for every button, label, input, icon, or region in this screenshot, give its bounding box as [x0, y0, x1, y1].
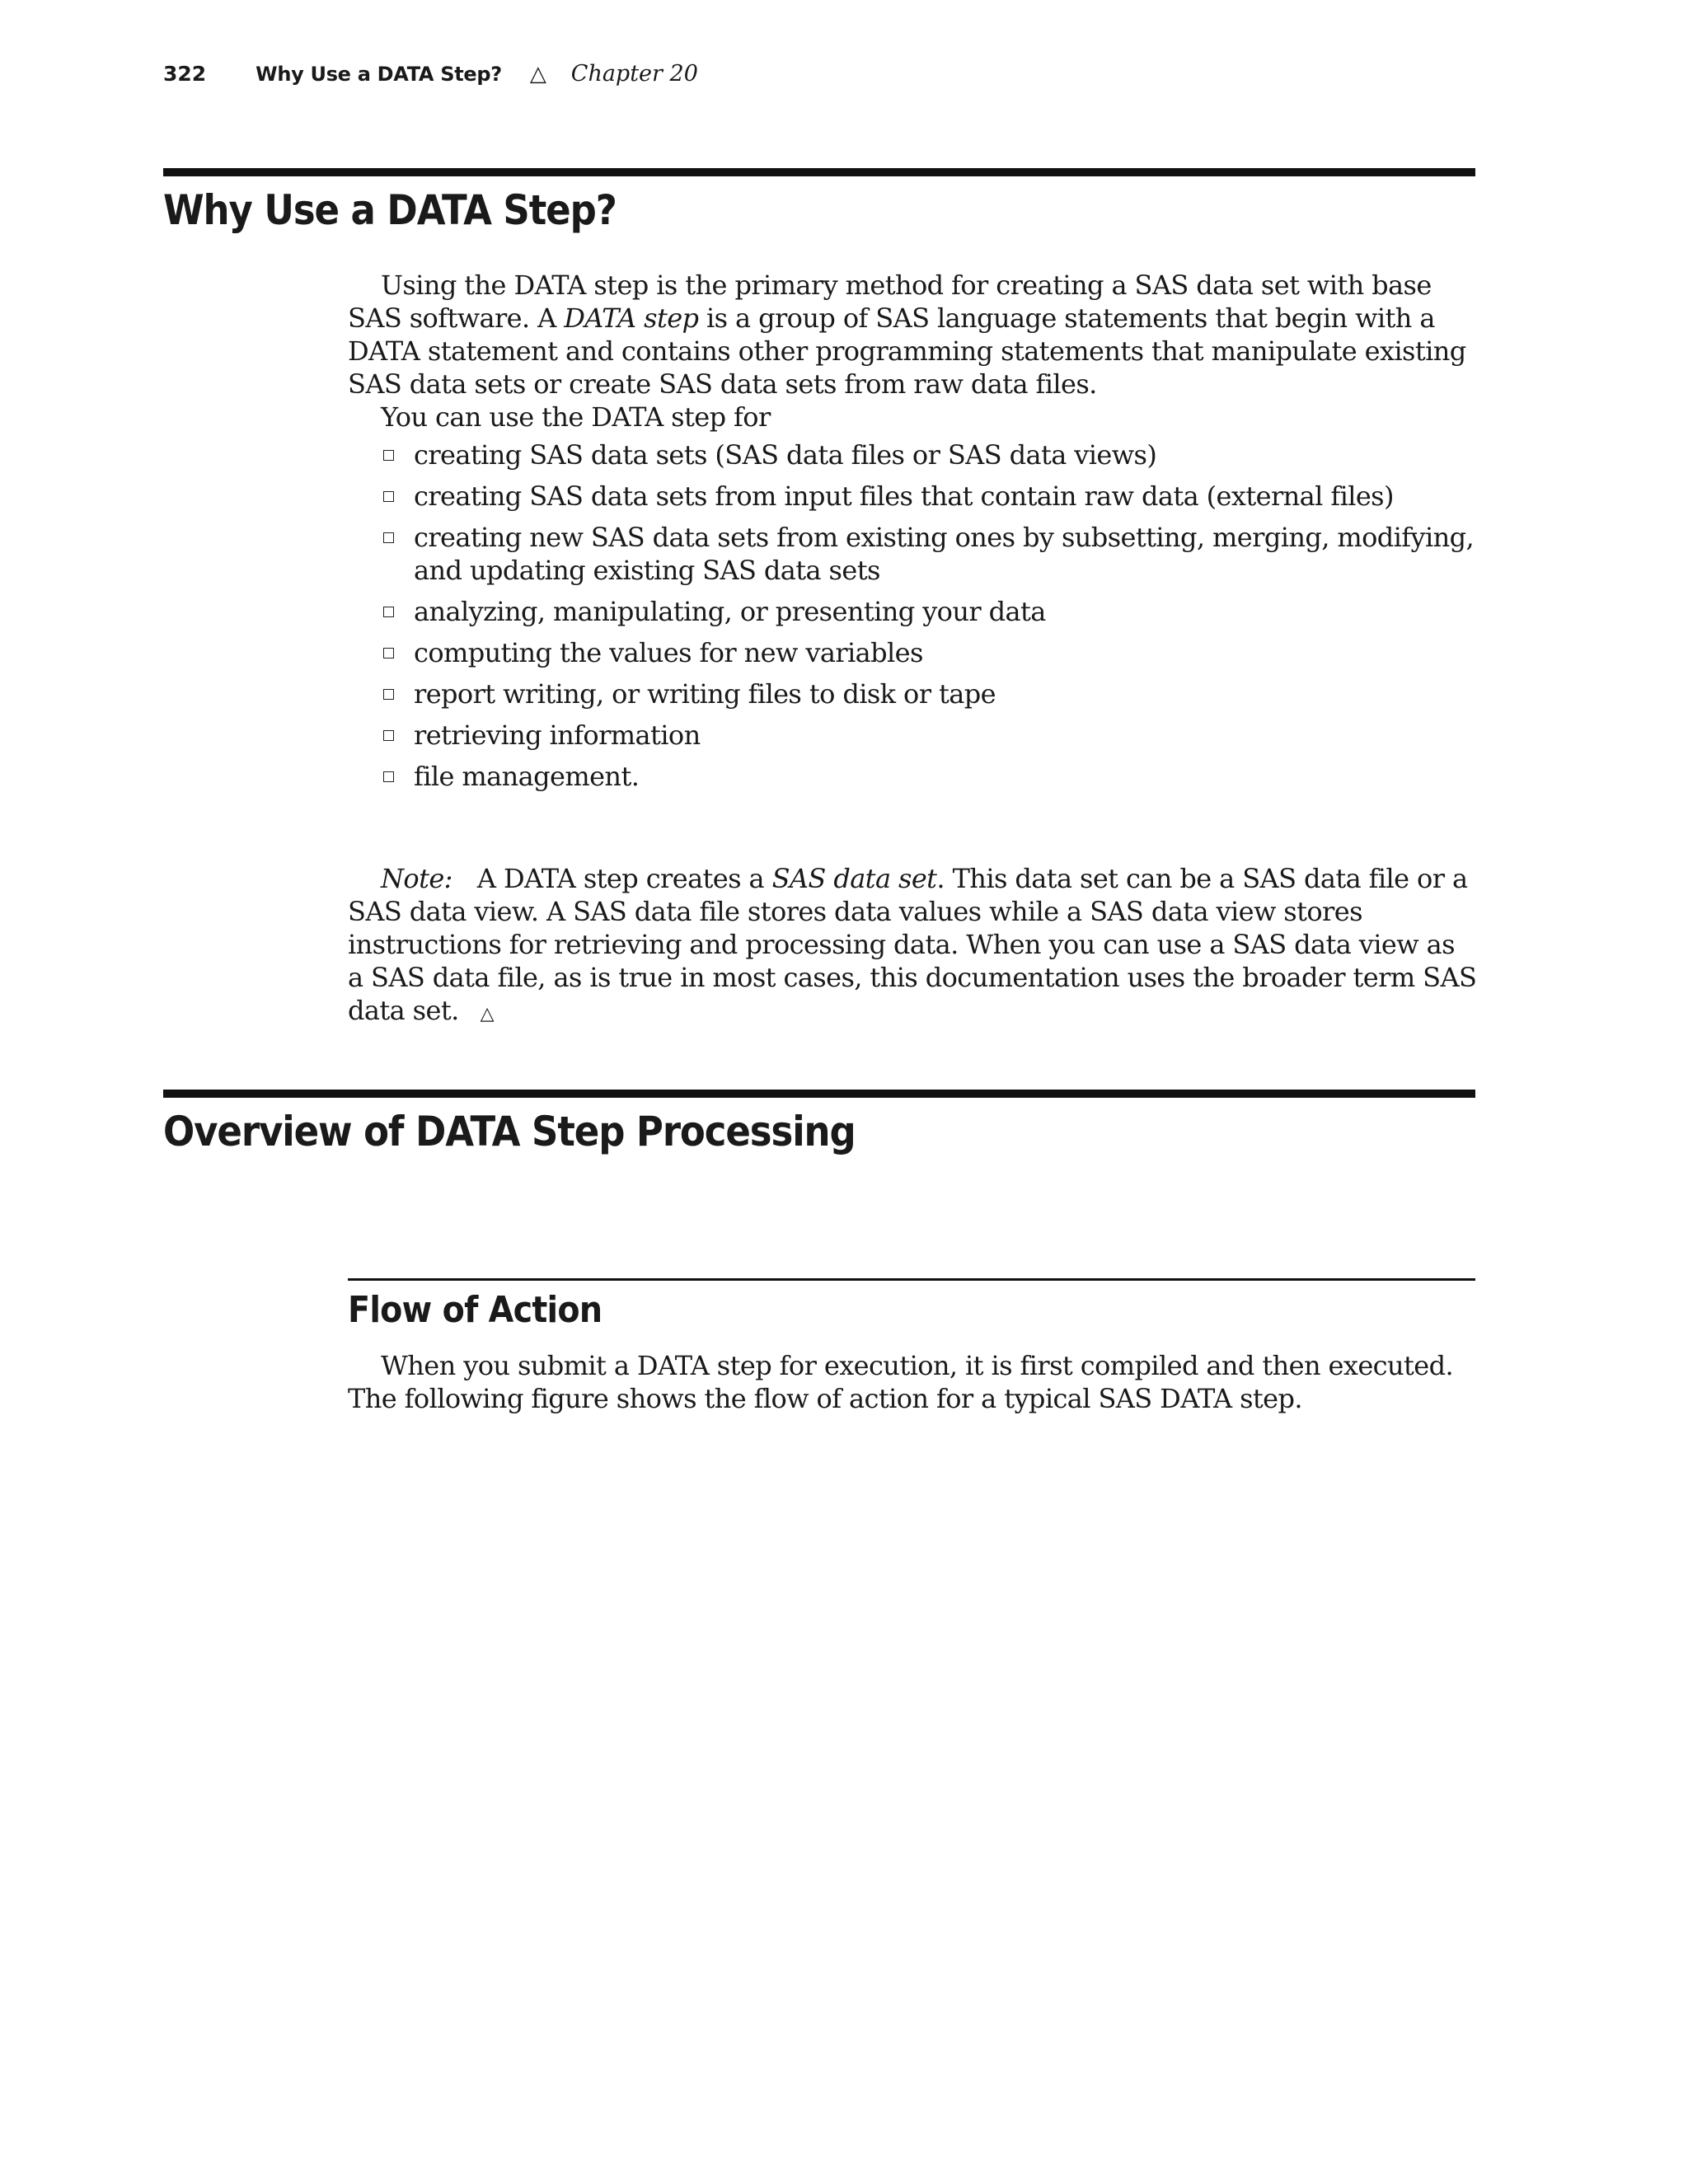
subsection-rule [348, 1278, 1475, 1281]
list-item-text: computing the values for new variables [414, 637, 923, 668]
emphasis-term: DATA step [564, 302, 699, 334]
list-item [348, 760, 1477, 793]
uses-list [348, 438, 1477, 793]
section-body-why-use [348, 269, 1477, 801]
list-item-text: file management. [414, 761, 640, 792]
list-item [348, 677, 1477, 710]
checkbox-bullet-icon [383, 648, 394, 658]
running-header [163, 61, 698, 87]
running-header-section: Why Use a DATA Step? [256, 63, 502, 86]
note-text: A DATA step creates a [476, 863, 772, 894]
running-header-chapter: Chapter 20 [570, 61, 698, 87]
checkbox-bullet-icon [383, 730, 394, 741]
list-item [348, 438, 1477, 471]
note-block [348, 862, 1477, 1031]
list-item-text: creating SAS data sets (SAS data files or SAS data views) [414, 439, 1157, 471]
list-item [348, 636, 1477, 669]
list-item-text: creating new SAS data sets from existing ones by subsetting, merging, modifying, and updating existing SAS data sets [414, 522, 1475, 586]
list-item-text: analyzing, manipulating, or presenting your data [414, 596, 1046, 627]
note-paragraph [348, 862, 1477, 1031]
section-rule [163, 1090, 1475, 1098]
end-note-triangle-icon: △ [480, 1004, 494, 1024]
checkbox-bullet-icon [383, 450, 394, 461]
note-label: Note: [381, 863, 452, 894]
section-heading-overview: Overview of DATA Step Processing [163, 1108, 856, 1155]
triangle-icon: △ [529, 62, 546, 87]
emphasis-term: SAS data set [771, 863, 937, 894]
list-item [348, 719, 1477, 752]
checkbox-bullet-icon [383, 689, 394, 700]
list-item [348, 521, 1477, 587]
list-item-text: creating SAS data sets from input files that contain raw data (external files) [414, 480, 1394, 512]
checkbox-bullet-icon [383, 532, 394, 543]
checkbox-bullet-icon [383, 491, 394, 502]
paragraph-flow: When you submit a DATA step for execution, it is first compiled and then executed. The following figure shows the flow of action for a typical SAS DATA step. [348, 1350, 1454, 1414]
checkbox-bullet-icon [383, 771, 394, 782]
checkbox-bullet-icon [383, 607, 394, 617]
section-rule [163, 168, 1475, 176]
page-number: 322 [163, 62, 207, 86]
section-heading-why-use: Why Use a DATA Step? [163, 186, 617, 234]
paragraph-uses: You can use the DATA step for [381, 401, 771, 433]
note-text: . This data set can be a SAS data file or a SAS data view. A SAS data file stores data values while a SAS data view stores instructions for retrieving and processing data. When you can use a SAS data view as a SAS data file, as is true in most cases, this documentation uses the broader term SAS data set. [348, 863, 1477, 1026]
paragraph-intro [348, 269, 1477, 401]
list-item-text: retrieving information [414, 719, 701, 751]
list-item [348, 480, 1477, 513]
subsection-body-flow [348, 1349, 1477, 1415]
subsection-heading-flow: Flow of Action [348, 1289, 603, 1331]
list-item [348, 595, 1477, 628]
list-item-text: report writing, or writing files to disk or tape [414, 678, 996, 710]
paragraph-text: Using the DATA step is the primary method for creating a SAS data set with base SAS software. A [348, 269, 1432, 334]
paragraph-text: is a group of SAS language statements that begin with a DATA statement and contains other programming statements that manipulate existing SAS data sets or create SAS data sets from raw data files. [348, 302, 1466, 400]
